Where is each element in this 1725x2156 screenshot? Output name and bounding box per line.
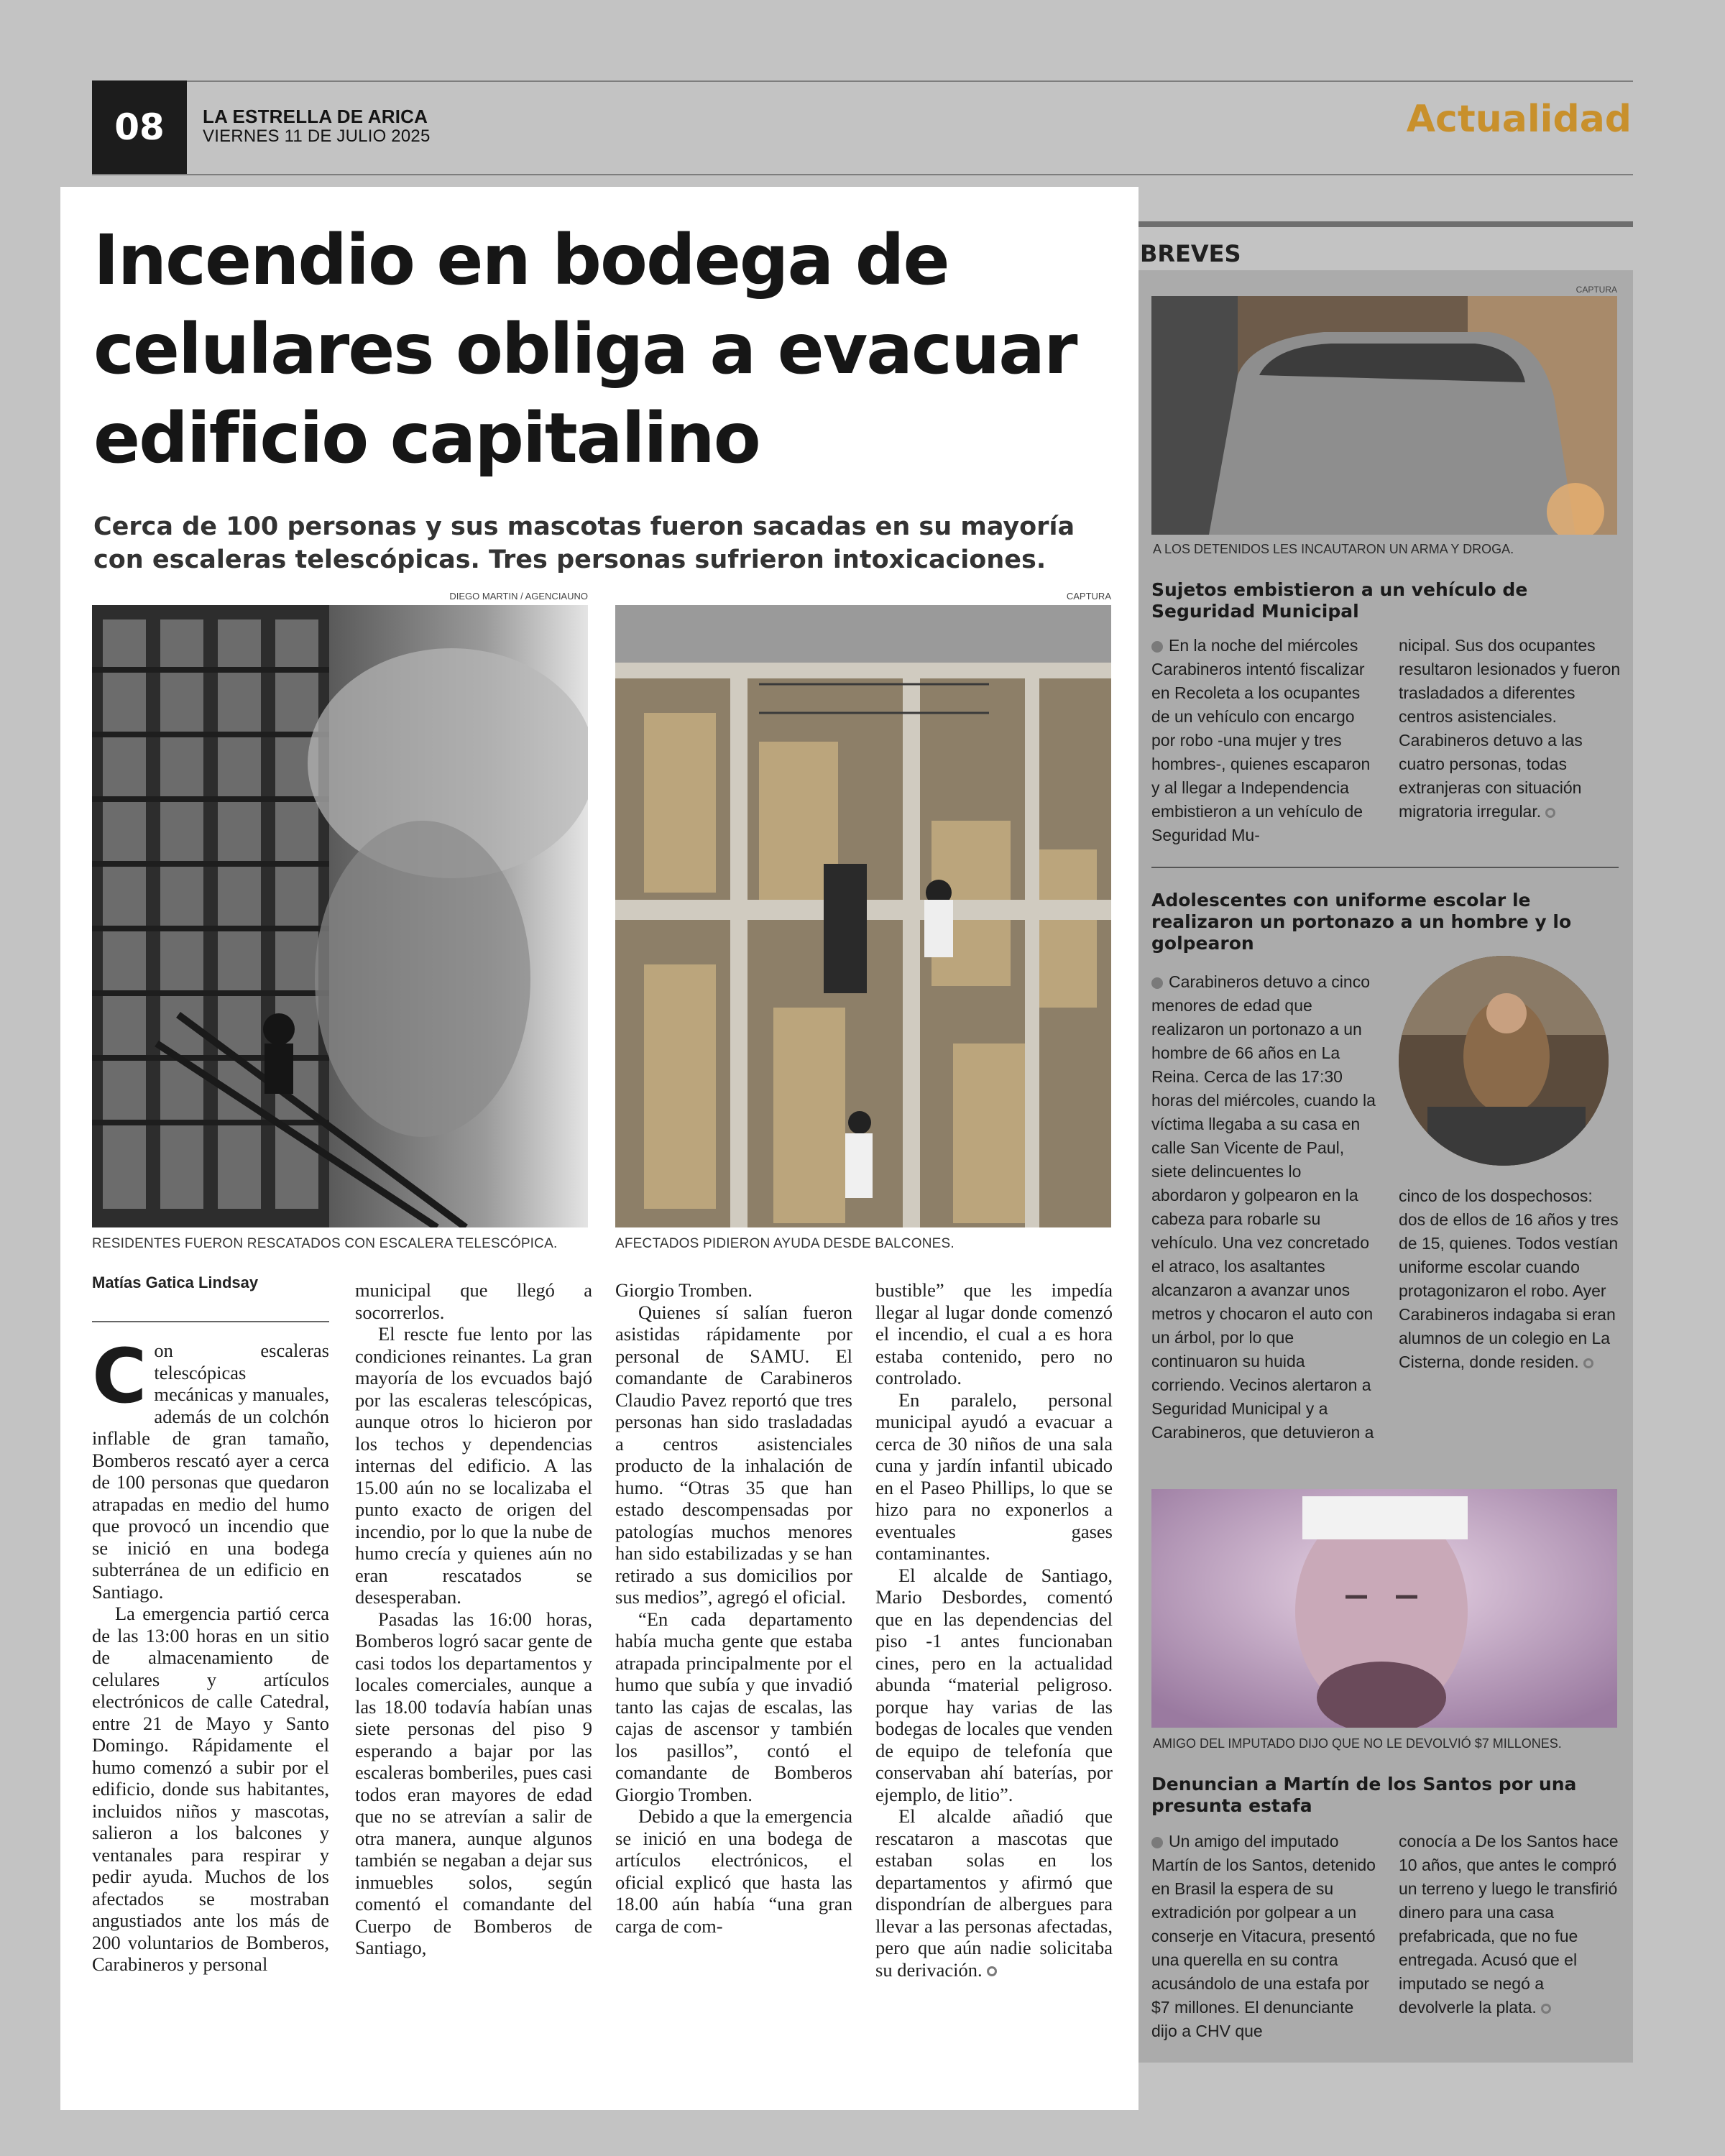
photo2-caption: AFECTADOS PIDIERON AYUDA DESDE BALCONES. [615, 1236, 954, 1251]
photo2-credit: CAPTURA [1066, 591, 1111, 602]
balconies-image [615, 605, 1111, 1227]
deck: Cerca de 100 personas y sus mascotas fueron sacadas en su mayoría con escaleras telescópicas. Tres personas sufrieron intoxicaciones. [93, 512, 1075, 574]
bullet-icon [1151, 641, 1163, 653]
paragraph: El rescte fue lento por las condiciones reinantes. La gran mayoría de los evcuados bajó por las escaleras telescópicas, aunque otros lo hicieron por los techos y dependencias internas del edificio. A las 15.00 aún no se localizaba el punto exacto de origen del incendio, por lo que la nube de humo crecía y quienes aún no eran rescatados se desesperaban. [355, 1323, 592, 1608]
breve1-photo [1151, 296, 1617, 535]
paragraph: Giorgio Tromben. [615, 1279, 753, 1301]
drop-cap: C [92, 1332, 147, 1420]
arrest-image [1399, 956, 1609, 1166]
breve1-text-right: nicipal. Sus dos ocupantes resultaron lesionados y fueron trasladados a diferentes centros asistenciales. Carabineros detuvo a las cuatro personas, todas extranjeras con situación migratoria irregular. [1399, 636, 1621, 821]
newspaper-masthead [203, 106, 431, 147]
breve3-text-right: conocía a De los Santos hace 10 años, que antes le compró un terreno y luego le transfirió dinero para una casa prefabricada, que no fue entregada. Acusó que el imputado se negó a devolverle la plata. [1399, 1832, 1619, 2017]
paragraph: En paralelo, personal municipal ayudó a evacuar a cerca de 30 niños de una sala cuna y jardín infantil ubicado en el Paseo Phillips, lo que se hizo para no exponerlos a eventuales gases contaminantes. [875, 1388, 1113, 1564]
breve2-text-right: cinco de los dospechosos: dos de ellos de 16 años y tres de 15, quienes. Todos vestían uniforme escolar cuando protagonizaron el robo. Ayer Carabineros indagaba si eran alumnos de un colegio en La Cisterna, donde residen. [1399, 1187, 1619, 1371]
paragraph: “En cada departamento había mucha gente que estaba atrapada principalmente por el humo que subía y que invadió tanto las cajas de escalas, las cajas de ascensor y también los pasillos”, contó el comandante de Bomberos Giorgio Tromben. [615, 1608, 852, 1805]
paragraph: Quienes sí salían fueron asistidas rápidamente por personal de SAMU. El comandante de Carabineros Claudio Pavez reportó que tres personas han sido trasladadas a centros asistenciales producto de la inhalación de humo. “Otras 35 que han estado descompensadas por patologías muchos menores han sido estabilizadas y se han retirado a sus domicilios por sus medios”, agregó el oficial. [615, 1301, 852, 1608]
breve2-round-photo [1399, 956, 1609, 1166]
breves-divider [1151, 867, 1619, 868]
byline-rule [92, 1321, 329, 1322]
bullet-icon [1151, 977, 1163, 989]
end-mark-icon [1541, 2004, 1551, 2014]
breves-top-bar [1138, 221, 1633, 227]
article-column-4 [875, 1279, 1113, 1981]
newspaper-name: LA ESTRELLA DE ARICA [203, 106, 428, 127]
paragraph: Con escaleras telescópicas mecánicas y manuales, además de un colchón inflable de gran tamaño, Bomberos rescató ayer a cerca de 100 personas que quedaron atrapadas en medio del humo que provocó un incendio que se inició en una bodega subterránea de un edificio en Santiago. [92, 1332, 329, 1603]
breve2-text-left: Carabineros detuvo a cinco menores de edad que realizaron un portonazo a un hombre de 66 años en La Reina. Cerca de las 17:30 horas del miércoles, cuando la víctima llegaba a su casa en calle San Vicente de Paul, siete delincuentes lo abordaron y golpearon en la cabeza para robarle su vehículo. Una vez concretado el atraco, los asaltantes alcanzaron a avanzar unos metros y chocaron el auto con un árbol, por lo que continuaron su huida corriendo. Vecinos alertaron a Seguridad Municipal y a Carabineros, que detuvieron a [1151, 972, 1376, 1442]
breves-title: BREVES [1140, 240, 1241, 267]
building-fire-image [92, 605, 588, 1227]
portrait-image [1151, 1489, 1617, 1728]
car-image [1151, 296, 1617, 535]
article-column-2 [355, 1279, 592, 1959]
paragraph: El alcalde de Santiago, Mario Desbordes, comentó que en las dependencias del piso -1 antes funcionaban cines, pero en la actualidad abunda “material peligroso. porque hay varias de las bodegas de locales que venden de equipo de telefonía que conservaban ahí baterías, por ejemplo, de litio”. [875, 1564, 1113, 1805]
breve1-text-left: En la noche del miércoles Carabineros intentó fiscalizar en Recoleta a los ocupantes de un vehículo con encargo por robo -una mujer y tres hombres-, quienes escaparon y al llegar a Independencia embistieron a un vehículo de Seguridad Mu- [1151, 636, 1371, 844]
photo-building-fire [92, 605, 588, 1227]
paragraph: Pasadas las 16:00 horas, Bomberos logró sacar gente de casi todos los departamentos y locales comerciales, aunque a las 18.00 todavía habían unas siete personas del piso 9 esperando a bajar por las escaleras bomberiles, pues casi todos eran mayores de edad que no se atrevían a salir de otra manera, aunque algunos también se negaban a dejar sus inmuebles solos, según comentó el comandante del Cuerpo de Bomberos de Santiago, [355, 1608, 592, 1958]
bullet-icon [1151, 1837, 1163, 1848]
paragraph: municipal que llegó a socorrerlos. [355, 1279, 592, 1323]
header-top-rule [92, 80, 1633, 82]
photo1-caption: RESIDENTES FUERON RESCATADOS CON ESCALERA TELESCÓPICA. [92, 1236, 558, 1251]
breve3-caption: AMIGO DEL IMPUTADO DIJO QUE NO LE DEVOLVIÓ $7 MILLONES. [1153, 1736, 1562, 1751]
breve3-title: Denuncian a Martín de los Santos por una presunta estafa [1151, 1774, 1577, 1816]
page-number: 08 [92, 80, 187, 174]
breve3-photo [1151, 1489, 1617, 1728]
photo1-credit: DIEGO MARTIN / AGENCIAUNO [449, 591, 588, 602]
breve1-caption: A LOS DETENIDOS LES INCAUTARON UN ARMA Y DROGA. [1153, 542, 1514, 556]
header-bottom-rule [92, 174, 1633, 175]
breve1-title: Sujetos embistieron a un vehículo de Seguridad Municipal [1151, 579, 1528, 622]
article-column-3 [615, 1279, 852, 1937]
paragraph: La emergencia partió cerca de las 13:00 horas en un sitio de almacenamiento de celulares y artículos electrónicos de calle Catedral, entre 21 de Mayo y Santo Domingo. Rápidamente el humo comenzó a subir por el edificio, donde sus habitantes, incluidos niños y mascotas, salieron a los balcones y ventanales para respirar y pedir ayuda. Muchos de los afectados se mostraban angustiados ante los más de 200 voluntarios de Bomberos, Carabineros y personal [92, 1603, 329, 1975]
main-article [60, 187, 1138, 2110]
breve2-title: Adolescentes con uniforme escolar le realizaron un portonazo a un hombre y lo golpearon [1151, 890, 1572, 954]
end-mark-icon [1583, 1358, 1593, 1368]
issue-date: VIERNES 11 DE JULIO 2025 [203, 126, 431, 146]
photo-balconies [615, 605, 1111, 1227]
headline: Incendio en bodega de celulares obliga a evacuar edificio capitalino [93, 220, 1077, 479]
paragraph: El alcalde añadió que rescataron a mascotas que estaban solas en los departamentos y afirmó que dispondrían de albergues para llevar a las personas afectadas, pero que aún nadie solicitaba su derivación. [875, 1805, 1113, 1981]
end-mark-icon [1545, 808, 1555, 818]
byline: Matías Gatica Lindsay [92, 1273, 259, 1291]
paragraph: bustible” que les impedía llegar al lugar donde comenzó el incendio, el cual a es hora estaba contenido, pero no controlado. [875, 1279, 1113, 1388]
paragraph: Debido a que la emergencia se inició en una bodega de artículos electrónicos, el oficial explicó que hasta las 18.00 aún había “una gran carga de com- [615, 1805, 852, 1937]
article-column-1 [92, 1332, 329, 1976]
breve3-text-left: Un amigo del imputado Martín de los Santos, detenido en Brasil la espera de su extradición por golpear a un conserje en Vitacura, presentó una querella en su contra acusándolo de una estafa por $7 millones. El denunciante dijo a CHV que [1151, 1832, 1376, 2040]
breve1-photo-credit: CAPTURA [1576, 285, 1617, 295]
end-mark-icon [987, 1966, 997, 1976]
section-name: Actualidad [1406, 98, 1632, 141]
